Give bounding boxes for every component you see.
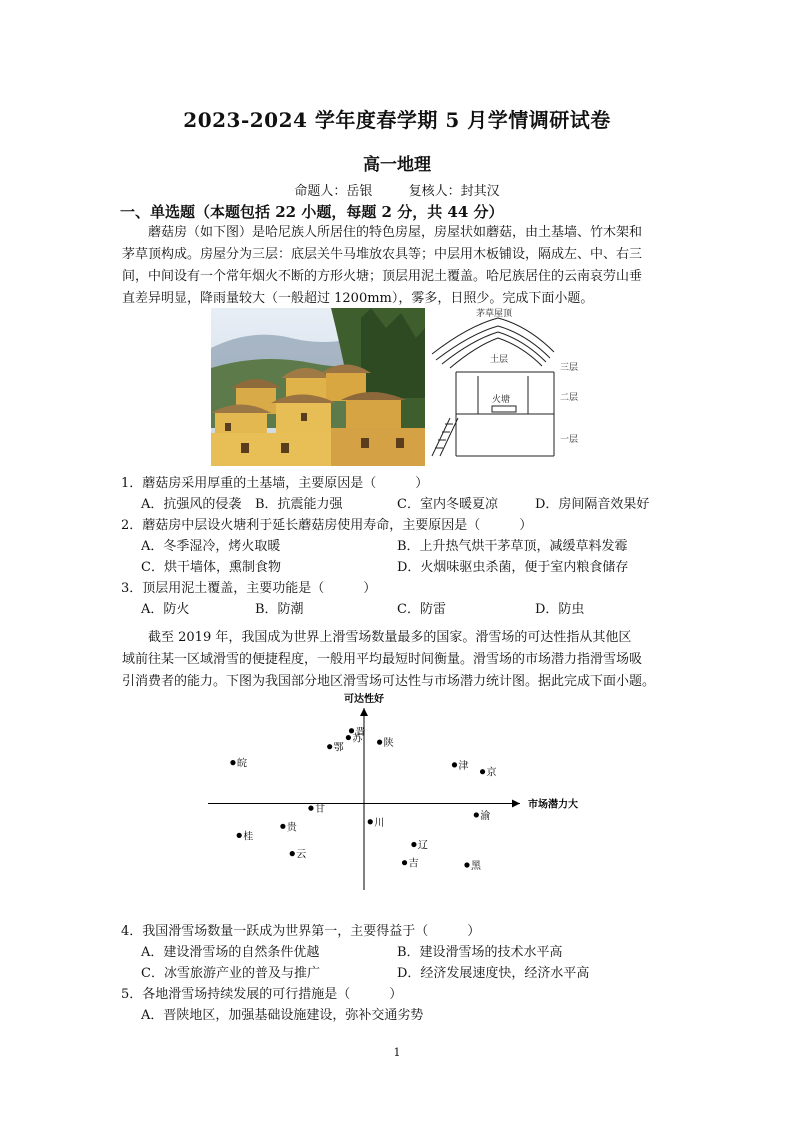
point-label-4: 陕 [383, 738, 394, 750]
passage-line: 蘑菇房（如下图）是哈尼族人所居住的特色房屋，房屋状如蘑菇，由土基墙、竹木架和 [148, 225, 643, 240]
passage-1 [122, 222, 682, 310]
house-cross-section-diagram [428, 306, 586, 466]
scatter-point-8 [308, 806, 313, 811]
question-2-option-b: B．上升热气烘干茅草顶，减缓草料发霉 [397, 539, 628, 554]
scatter-point-5 [230, 760, 235, 765]
question-3-option-a: A．防火 [141, 602, 190, 617]
scatter-point-15 [402, 860, 407, 865]
question-1-option-b: B．抗震能力强 [255, 497, 343, 512]
point-label-11: 贵 [286, 822, 297, 834]
question-4-stem: 4．我国滑雪场数量一跃成为世界第一，主要得益于（ ） [121, 924, 481, 939]
ski-resort-scatter-chart [200, 690, 600, 905]
reviewer-name: 复核人：封其汉 [408, 184, 500, 199]
scatter-point-4 [377, 740, 382, 745]
point-label-3: 鄂 [333, 742, 344, 754]
authors-line [0, 180, 794, 199]
question-2-stem: 2．蘑菇房中层设火塘利于延长蘑菇房使用寿命，主要原因是（ ） [121, 518, 533, 533]
scatter-point-13 [411, 842, 416, 847]
point-label-13: 辽 [417, 840, 428, 852]
question-1-option-c: C．室内冬暖夏凉 [397, 497, 498, 512]
roof-label: 茅草屋顶 [476, 308, 513, 318]
point-label-14: 云 [296, 849, 307, 861]
point-label-8: 甘 [314, 804, 325, 816]
point-label-10: 渝 [480, 810, 491, 822]
floor-1-label: 一层 [560, 434, 579, 444]
scatter-point-7 [480, 769, 485, 774]
scatter-point-6 [452, 762, 457, 767]
subject-title: 高一地理 [363, 155, 431, 175]
passage-line: 域前往某一区域滑雪的便捷程度，一般用平均最短时间衡量。滑雪场的市场潜力指滑雪场吸 [122, 652, 643, 667]
question-2-option-a: A．冬季湿冷，烤火取暖 [141, 539, 281, 554]
points-layer [230, 726, 496, 872]
question-3-option-d: D．防虫 [535, 602, 585, 617]
question-1-option-a: A．抗强风的侵袭 [141, 497, 242, 512]
question-5-stem: 5．各地滑雪场持续发展的可行措施是（ ） [121, 987, 403, 1002]
question-5-option-a: A．晋陕地区，加强基础设施建设，弥补交通劣势 [141, 1008, 424, 1023]
y-axis-label: 可达性好 [344, 694, 384, 705]
point-label-15: 吉 [408, 858, 419, 870]
passage-line: 引消费者的能力。下图为我国部分地区滑雪场可达性与市场潜力统计图。据此完成下面小题。 [122, 674, 656, 689]
scatter-point-2 [346, 735, 351, 740]
passage-line: 茅草顶构成。房屋分为三层：底层关牛马堆放农具等；中层用木板铺设，隔成左、中、右三 [122, 247, 643, 262]
section-heading: 一、单选题（本题包括 22 小题，每题 2 分，共 44 分） [120, 203, 504, 221]
point-label-1: 晋 [355, 726, 366, 738]
y-axis-arrow [360, 708, 368, 716]
question-1-option-d: D．房间隔音效果好 [535, 497, 650, 512]
scatter-point-3 [327, 744, 332, 749]
point-label-12: 桂 [243, 831, 254, 843]
question-4-option-b: B．建设滑雪场的技术水平高 [397, 945, 563, 960]
x-axis-label: 市场潜力大 [528, 799, 578, 811]
question-3-option-b: B．防潮 [255, 602, 304, 617]
point-label-6: 津 [458, 760, 469, 772]
passage-line: 直差异明显，降雨量较大（一般超过 1200mm），雾多，日照少。完成下面小题。 [122, 291, 594, 306]
x-axis-arrow [512, 800, 520, 808]
question-4-option-a: A．建设滑雪场的自然条件优越 [141, 945, 320, 960]
scatter-point-10 [474, 812, 479, 817]
page-title: 2023-2024 学年度春学期 5 月学情调研试卷 [183, 108, 611, 132]
question-4-option-d: D．经济发展速度快，经济水平高 [397, 966, 590, 981]
point-label-9: 川 [374, 817, 385, 829]
scatter-point-14 [290, 851, 295, 856]
floor-2-label: 二层 [560, 392, 579, 402]
mushroom-house-photo [211, 308, 425, 466]
floor-3-label: 三层 [560, 362, 579, 372]
scatter-point-9 [368, 819, 373, 824]
question-4-option-c: C．冰雪旅游产业的普及与推广 [141, 966, 320, 981]
point-label-5: 皖 [236, 758, 247, 770]
question-1-stem: 1．蘑菇房采用厚重的土基墙，主要原因是（ ） [121, 476, 429, 491]
passage-2 [122, 627, 692, 693]
question-3-stem: 3．顶层用泥土覆盖，主要功能是（ ） [121, 581, 377, 596]
soil-layer-label: 土层 [490, 354, 509, 364]
scatter-point-12 [237, 833, 242, 838]
page-number: 1 [393, 1046, 401, 1059]
scatter-plot [200, 690, 600, 905]
scatter-point-16 [464, 862, 469, 867]
fire-pit-label: 火塘 [492, 394, 511, 404]
question-2-option-c: C．烘干墙体，熏制食物 [141, 560, 281, 575]
scatter-point-11 [280, 824, 285, 829]
point-label-16: 黑 [470, 860, 481, 872]
passage-line: 间，中间设有一个常年烟火不断的方形火塘；顶层用泥土覆盖。哈尼族居住的云南哀劳山垂 [122, 269, 643, 284]
question-2-option-d: D．火烟味驱虫杀菌，便于室内粮食储存 [397, 560, 629, 575]
question-3-option-c: C．防雷 [397, 602, 446, 617]
point-label-7: 京 [486, 767, 497, 779]
point-label-2: 苏 [352, 733, 363, 745]
setter-name: 命题人：岳银 [294, 184, 373, 199]
passage-line: 截至 2019 年，我国成为世界上滑雪场数量最多的国家。滑雪场的可达性指从其他区 [148, 630, 632, 645]
scatter-point-1 [349, 728, 354, 733]
